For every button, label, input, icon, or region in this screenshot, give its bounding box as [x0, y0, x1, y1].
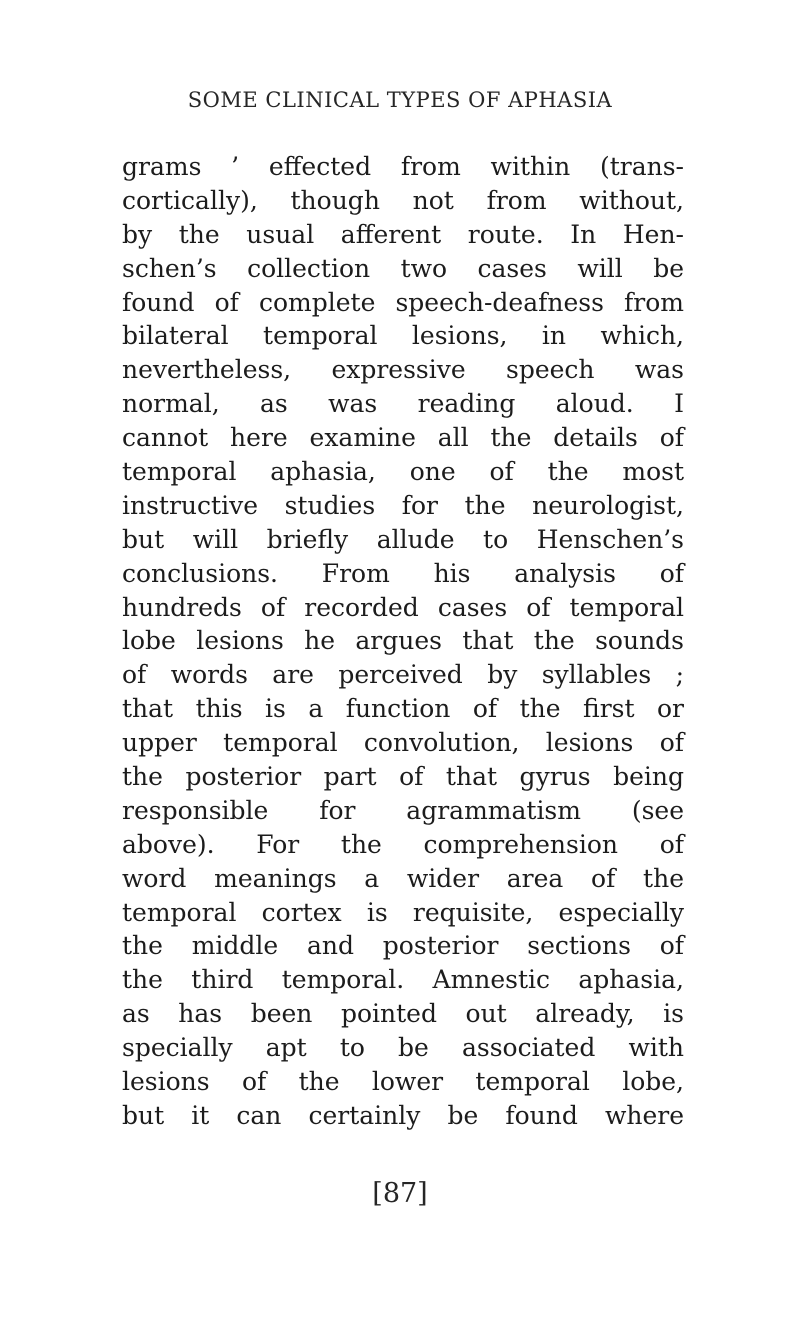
- text-line: but will briefly allude to Henschen’s: [122, 524, 684, 554]
- text-line: lobe lesions he argues that the sounds: [122, 626, 684, 656]
- text-line: lesions of the lower temporal lobe,: [122, 1067, 684, 1097]
- text-line: temporal aphasia, one of the most: [122, 457, 684, 487]
- text-line: conclusions. From his analysis of: [122, 558, 684, 588]
- text-line: instructive studies for the neurologist,: [122, 490, 684, 520]
- body-text: [122, 150, 684, 1133]
- text-line: found of complete speech-deafness from: [122, 287, 684, 317]
- text-line: grams ’ effected from within (trans-: [122, 152, 684, 181]
- text-line: nevertheless, expressive speech was: [122, 355, 684, 385]
- page-number: [87]: [372, 1178, 428, 1209]
- text-line: but it can certainly be found where: [122, 1100, 684, 1130]
- text-line: normal, as was reading aloud. I: [122, 389, 684, 419]
- text-line: specially apt to be associated with: [122, 1033, 684, 1063]
- text-line: by the usual afferent route. In Hen-: [122, 219, 684, 249]
- text-line: temporal cortex is requisite, especially: [122, 897, 684, 927]
- text-line: the third temporal. Amnestic aphasia,: [122, 965, 684, 995]
- text-line: responsible for agrammatism (see: [122, 795, 684, 825]
- text-line: of words are perceived by syllables ;: [122, 660, 684, 690]
- text-line: hundreds of recorded cases of temporal: [122, 592, 684, 622]
- text-line: the middle and posterior sections of: [122, 931, 684, 961]
- text-line: bilateral temporal lesions, in which,: [122, 321, 684, 351]
- text-line: cortically), though not from without,: [122, 185, 684, 215]
- text-line: upper temporal convolution, lesions of: [122, 728, 684, 758]
- running-head: SOME CLINICAL TYPES OF APHASIA: [187, 88, 613, 112]
- text-line: word meanings a wider area of the: [122, 863, 684, 893]
- text-line: that this is a function of the first or: [122, 694, 684, 724]
- text-line: above). For the comprehension of: [122, 829, 684, 859]
- text-line: cannot here examine all the details of: [122, 423, 684, 453]
- text-line: the posterior part of that gyrus being: [122, 762, 684, 792]
- text-line: schen’s collection two cases will be: [122, 253, 684, 283]
- text-line: as has been pointed out already, is: [122, 999, 684, 1029]
